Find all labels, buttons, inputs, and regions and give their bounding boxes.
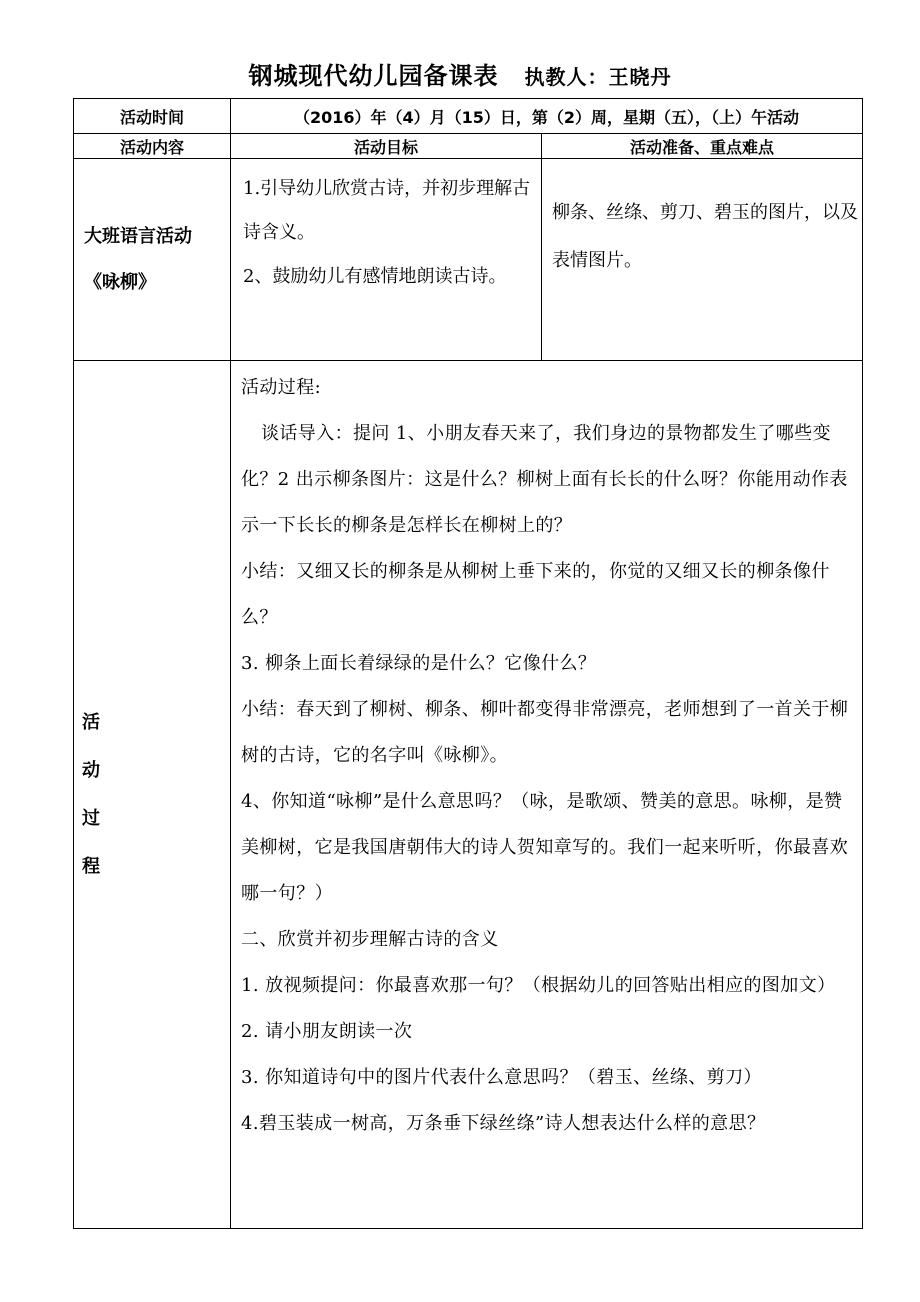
activity-goals <box>231 159 542 361</box>
process-content <box>231 361 863 1229</box>
process-label-char: 程 <box>82 855 100 877</box>
time-value: （2016）年（4）月（15）日，第（2）周，星期（五），（上）午活动 <box>231 99 863 134</box>
content-row <box>74 159 863 361</box>
process-label-char: 过 <box>82 807 100 829</box>
process-paragraph: 活动过程: <box>241 377 322 398</box>
page-title <box>0 56 920 91</box>
content-header: 活动内容 <box>74 134 231 159</box>
lesson-plan-table <box>73 98 863 1229</box>
process-paragraph: 4.碧玉装成一树高，万条垂下绿丝绦”诗人想表达什么样的意思？ <box>241 1113 766 1134</box>
process-paragraph: 3. 你知道诗句中的图片代表什么意思吗？（碧玉、丝绦、剪刀） <box>241 1067 762 1088</box>
process-paragraph: 2. 请小朋友朗读一次 <box>241 1021 413 1042</box>
goal-item: 1.引导幼儿欣赏古诗，并初步理解古诗含义。 <box>243 178 531 243</box>
goal-item: 2、鼓励幼儿有感情地朗读古诗。 <box>243 266 507 287</box>
process-label-char: 活 <box>82 711 100 733</box>
process-paragraph: 3. 柳条上面长着绿绿的是什么？它像什么？ <box>241 653 597 674</box>
time-label: 活动时间 <box>74 99 231 134</box>
teacher-name: 执教人：王晓丹 <box>524 65 672 89</box>
process-paragraph: 小结：又细又长的柳条是从柳树上垂下来的，你觉的又细又长的柳条像什么？ <box>241 561 830 628</box>
activity-poem-title: 《咏柳》 <box>84 271 156 293</box>
process-paragraph: 小结：春天到了柳树、柳条、柳叶都变得非常漂亮，老师想到了一首关于柳树的古诗，它的名字叫《咏柳》。 <box>241 699 849 766</box>
process-paragraph: 1. 放视频提问：你最喜欢那一句？（根据幼儿的回答贴出相应的图加文） <box>241 975 836 996</box>
process-paragraph: 4、你知道“咏柳”是什么意思吗？（咏，是歌颂、赞美的意思。咏柳，是赞美柳树，它是我国唐朝伟大的诗人贺知章写的。我们一起来听听，你最喜欢哪一句？） <box>241 791 849 904</box>
school-title: 钢城现代幼儿园备课表 <box>248 62 499 90</box>
activity-preparation: 柳条、丝绦、剪刀、碧玉的图片，以及表情图片。 <box>542 159 863 361</box>
activity-subject: 大班语言活动 <box>84 225 192 247</box>
process-label <box>74 361 231 1229</box>
time-row <box>74 99 863 134</box>
column-header-row <box>74 134 863 159</box>
process-label-char: 动 <box>82 759 100 781</box>
process-paragraph: 二、欣赏并初步理解古诗的含义 <box>241 929 499 950</box>
process-row <box>74 361 863 1229</box>
prep-header: 活动准备、重点难点 <box>542 134 863 159</box>
activity-content <box>74 159 231 361</box>
process-paragraph: 谈话导入：提问 1、小朋友春天来了，我们身边的景物都发生了哪些变化？2 出示柳条图片：这是什么？柳树上面有长长的什么呀？你能用动作表示一下长长的柳条是怎样长在柳树上的？ <box>241 423 848 536</box>
goals-header: 活动目标 <box>231 134 542 159</box>
